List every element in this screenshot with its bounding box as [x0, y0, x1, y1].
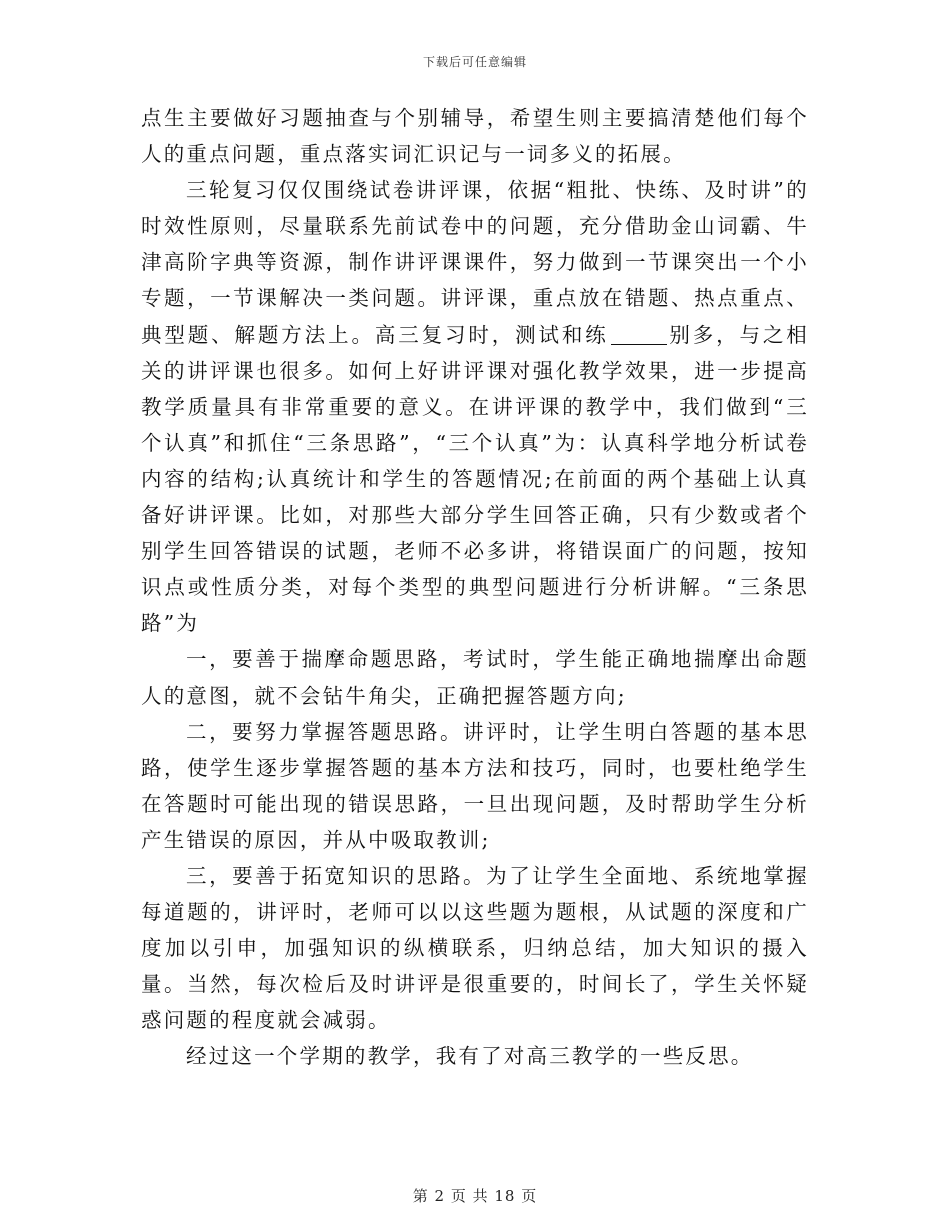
paragraph-3: 一，要善于揣摩命题思路，考试时，学生能正确地揣摩出命题人的意图，就不会钻牛角尖，正确把握答题方向; — [141, 647, 809, 708]
paragraph-1: 点生主要做好习题抽查与个别辅导，希望生则主要搞清楚他们每个人的重点问题，重点落实词汇识记与一词多义的拓展。 — [141, 106, 809, 167]
document-body — [141, 100, 809, 1075]
paragraph-2-part-1: 三轮复习仅仅围绕试卷讲评课，依据“粗批、快练、及时讲”的时效性原则，尽量联系先前试卷中的问题，充分借助金山词霸、牛津高阶字典等资源，制作讲评课课件，努力做到一节课突出一个小专题，一节课解决一类问题。讲评课，重点放在错题、热点重点、典型题、解题方法上。高三复习时，测试和练 — [141, 178, 809, 347]
paragraph-6: 经过这一个学期的教学，我有了对高三教学的一些反思。 — [186, 1044, 754, 1069]
paragraph-4: 二，要努力掌握答题思路。讲评时，让学生明白答题的基本思路，使学生逐步掌握答题的基本方法和技巧，同时，也要杜绝学生在答题时可能出现的错误思路，一旦出现问题，及时帮助学生分析产生错误的原因，并从中吸取教训; — [141, 719, 809, 852]
paragraph-2 — [141, 172, 809, 641]
page-header: 下载后可任意编辑 — [422, 55, 527, 69]
page-footer: 第 2 页 共 18 页 — [412, 1187, 538, 1205]
paragraph-5: 三，要善于拓宽知识的思路。为了让学生全面地、系统地掌握每道题的，讲评时，老师可以以这些题为题根，从试题的深度和广度加以引申，加强知识的纵横联系，归纳总结，加大知识的摄入量。当然，每次检后及时讲评是很重要的，时间长了，学生关怀疑惑问题的程度就会减弱。 — [141, 863, 809, 1033]
fill-in-blank — [611, 323, 667, 345]
paragraph-2-part-2: 别多，与之相关的讲评课也很多。如何上好讲评课对强化教学效果，进一步提高教学质量具有非常重要的意义。在讲评课的教学中，我们做到“三个认真”和抓住“三条思路”，“三个认真”为：认真科学地分析试卷内容的结构;认真统计和学生的答题情况;在前面的两个基础上认真备好讲评课。比如，对那些大部分学生回答正确，只有少数或者个别学生回答错误的试题，老师不必多讲，将错误面广的问题，按知识点或性质分类，对每个类型的典型问题进行分析讲解。“三条思路”为 — [141, 322, 810, 636]
